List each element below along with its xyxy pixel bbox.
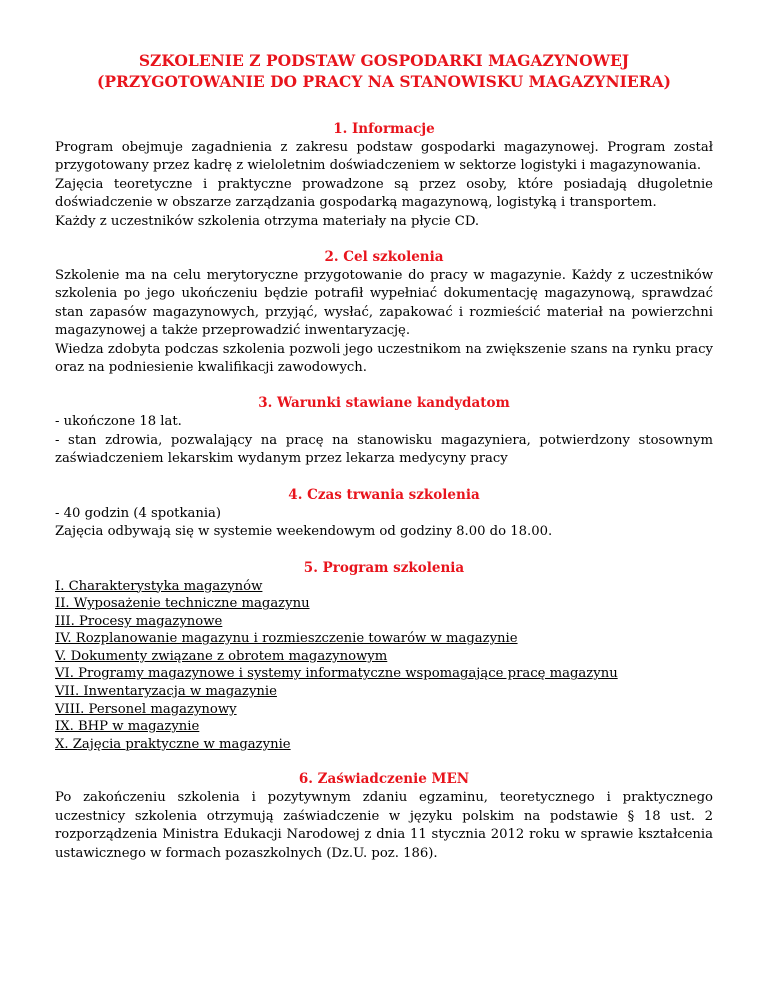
section-zaswiadczenie	[55, 770, 713, 863]
section-cel-szkolenia	[55, 248, 713, 377]
section-heading: 6. Zaświadczenie MEN	[298, 771, 470, 788]
section-czas-trwania	[55, 486, 713, 542]
list-item	[55, 701, 713, 719]
paragraph: Szkolenie ma na celu merytoryczne przygotowanie do pracy w magazynie. Każdy z uczestników szkolenia po jego ukończeniu będzie potrafił wypełniać dokumentację magazynową, sprawdzać stan zapasów magazynowych, przyjąć, wysłać, zapakować i rozmieścić materiał na powierzchni magazynowej a także przeprowadzić inwentaryzację.	[55, 268, 713, 339]
section-heading: 3. Warunki stawiane kandydatom	[258, 395, 510, 412]
program-item-link[interactable]: IX. BHP w magazynie	[55, 719, 200, 735]
paragraph: Program obejmuje zagadnienia z zakresu podstaw gospodarki magazynowej. Program został przygotowany przez kadrę z wieloletnim doświadczeniem w sektorze logistyki i magazynowania.	[55, 140, 713, 174]
list-item	[55, 718, 713, 736]
program-item-link[interactable]: IV. Rozplanowanie magazynu i rozmieszczenie towarów w magazynie	[55, 631, 518, 647]
program-item-link[interactable]: VIII. Personel magazynowy	[55, 701, 237, 717]
program-item-link[interactable]: I. Charakterystyka magazynów	[55, 578, 263, 594]
section-heading: 2. Cel szkolenia	[324, 249, 444, 266]
section-informacje	[55, 120, 713, 231]
program-item-link[interactable]: VI. Programy magazynowe i systemy informatyczne wspomagające pracę magazynu	[55, 666, 618, 682]
list-item	[55, 613, 713, 631]
document-title: SZKOLENIE Z PODSTAW GOSPODARKI MAGAZYNOWEJ (PRZYGOTOWANIE DO PRACY NA STANOWISKU MAGAZYNIERA)	[97, 51, 671, 91]
paragraph: Po zakończeniu szkolenia i pozytywnym zdaniu egzaminu, teoretycznego i praktycznego uczestnicy szkolenia otrzymują zaświadczenie w języku polskim na podstawie § 18 ust. 2 rozporządzenia Ministra Edukacji Narodowej z dnia 11 stycznia 2012 roku w sprawie kształcenia ustawicznego w formach pozaszkolnych (Dz.U. poz. 186).	[55, 790, 713, 861]
list-item	[55, 648, 713, 666]
list-item	[55, 630, 713, 648]
program-item-link[interactable]: II. Wyposażenie techniczne magazynu	[55, 596, 310, 612]
section-warunki	[55, 394, 713, 468]
paragraph: Zajęcia odbywają się w systemie weekendowym od godziny 8.00 do 18.00.	[55, 524, 553, 540]
program-list	[55, 578, 713, 754]
section-program	[55, 559, 713, 754]
paragraph: Każdy z uczestników szkolenia otrzyma materiały na płycie CD.	[55, 213, 480, 229]
program-item-link[interactable]: VII. Inwentaryzacja w magazynie	[55, 684, 277, 700]
paragraph: Wiedza zdobyta podczas szkolenia pozwoli jego uczestnikom na zwiększenie szans na rynku pracy oraz na podniesienie kwalifikacji zawodowych.	[55, 341, 713, 376]
section-heading: 4. Czas trwania szkolenia	[288, 486, 480, 503]
program-item-link[interactable]: III. Procesy magazynowe	[55, 613, 223, 629]
section-heading: 1. Informacje	[333, 121, 435, 137]
program-item-link[interactable]: V. Dokumenty związane z obrotem magazynowym	[55, 648, 388, 664]
section-heading: 5. Program szkolenia	[303, 559, 465, 576]
list-item	[55, 578, 713, 596]
list-item	[55, 595, 713, 613]
list-item	[55, 683, 713, 701]
paragraph: - 40 godzin (4 spotkania)	[55, 505, 222, 521]
paragraph: - stan zdrowia, pozwalający na pracę na stanowisku magazyniera, potwierdzony stosownym zaświadczeniem lekarskim wydanym przez lekarza medycyny pracy	[55, 432, 713, 467]
list-item	[55, 736, 713, 754]
list-item	[55, 665, 713, 683]
paragraph: - ukończone 18 lat.	[55, 414, 182, 430]
program-item-link[interactable]: X. Zajęcia praktyczne w magazynie	[55, 736, 291, 752]
paragraph: Zajęcia teoretyczne i praktyczne prowadzone są przez osoby, które posiadają długoletnie doświadczenie w obszarze zarządzania gospodarką magazynową, logistyką i transportem.	[55, 176, 713, 211]
